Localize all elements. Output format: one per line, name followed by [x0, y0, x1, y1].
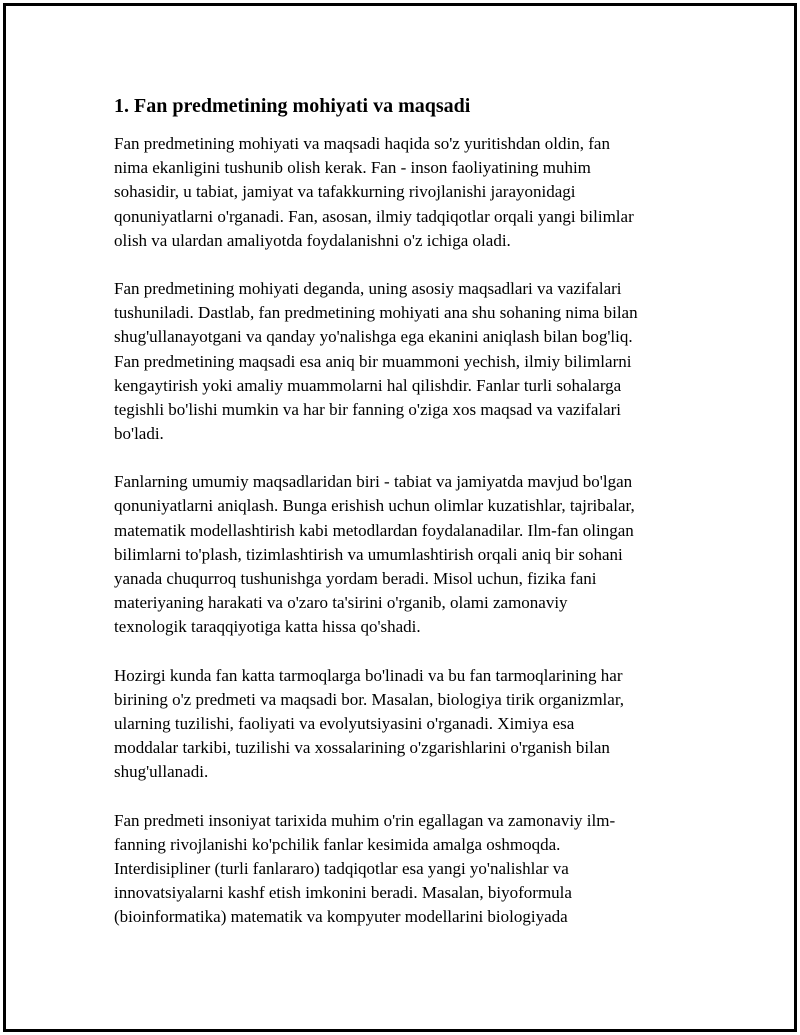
text-line: bilimlarni to'plash, tizimlashtirish va umumlashtirish orqali aniq bir sohani [114, 544, 623, 564]
text-line: bo'ladi. [114, 424, 164, 444]
text-line: shug'ullanayotgani va qanday yo'nalishga ega ekanini aniqlash bilan bog'liq. [114, 327, 633, 347]
document-title: 1. Fan predmetining mohiyati va maqsadi [114, 95, 471, 117]
text-line: Fan predmeti insoniyat tarixida muhim o'rin egallagan va zamonaviy ilm- [114, 810, 616, 830]
text-line: Fan predmetining mohiyati va maqsadi haqida so'z yuritishdan oldin, fan [114, 134, 610, 153]
text-line: qonuniyatlarni aniqlash. Bunga erishish uchun olimlar kuzatishlar, tajribalar, [114, 496, 635, 516]
text-line: moddalar tarkibi, tuzilishi va xossalarining o'zgarishlarini o'rganish bilan [114, 738, 610, 758]
text-line: ularning tuzilishi, faoliyati va evolyutsiyasini o'rganadi. Ximiya esa [114, 713, 575, 733]
text-line: birining o'z predmeti va maqsadi bor. Masalan, biologiya tirik organizmlar, [114, 689, 625, 709]
text-line: materiyaning harakati va o'zaro ta'sirini o'rganib, olami zamonaviy [114, 593, 568, 613]
paragraph-4 [114, 664, 674, 785]
text-line: (bioinformatika) matematik va kompyuter modellarini biologiyada [114, 907, 568, 927]
paragraph-1 [114, 132, 674, 253]
text-line: yanada chuqurroq tushunishga yordam beradi. Misol uchun, fizika fani [114, 569, 597, 588]
paragraph-5 [114, 809, 674, 930]
paragraph-3 [114, 470, 674, 639]
text-line: Hozirgi kunda fan katta tarmoqlarga bo'linadi va bu fan tarmoqlarining har [114, 665, 623, 685]
text-line: kengaytirish yoki amaliy muammolarni hal qilishdir. Fanlar turli sohalarga [114, 375, 622, 395]
text-line: matematik modellashtirish kabi metodlardan foydalanadilar. Ilm-fan olingan [114, 520, 634, 540]
text-line: tushuniladi. Dastlab, fan predmetining mohiyati ana shu sohaning nima bilan [114, 303, 638, 323]
text-line: texnologik taraqqiyotiga katta hissa qo'shadi. [114, 617, 421, 637]
text-line: tegishli bo'lishi mumkin va har bir fanning o'ziga xos maqsad va vazifalari [114, 399, 622, 419]
text-line: Fan predmetining mohiyati deganda, uning asosiy maqsadlari va vazifalari [114, 278, 622, 298]
text-line: innovatsiyalarni kashf etish imkonini beradi. Masalan, biyoformula [114, 883, 572, 903]
text-line: olish va ulardan amaliyotda foydalanishni o'z ichiga oladi. [114, 230, 511, 250]
text-line: nima ekanligini tushunib olish kerak. Fan - inson faoliyatining muhim [114, 158, 591, 178]
text-line: Fanlarning umumiy maqsadlaridan biri - tabiat va jamiyatda mavjud bo'lgan [114, 472, 633, 492]
text-line: Fan predmetining maqsadi esa aniq bir muammoni yechish, ilmiy bilimlarni [114, 351, 632, 371]
paragraph-2 [114, 277, 674, 446]
document-body [114, 92, 674, 953]
text-line: Interdisipliner (turli fanlararo) tadqiqotlar esa yangi yo'nalishlar va [114, 858, 569, 878]
text-line: sohasidir, u tabiat, jamiyat va tafakkurning rivojlanishi jarayonidagi [114, 182, 576, 202]
text-line: shug'ullanadi. [114, 762, 209, 782]
text-line: qonuniyatlarni o'rganadi. Fan, asosan, ilmiy tadqiqotlar orqali yangi bilimlar [114, 206, 634, 226]
text-line: fanning rivojlanishi ko'pchilik fanlar kesimida amalga oshmoqda. [114, 834, 561, 854]
